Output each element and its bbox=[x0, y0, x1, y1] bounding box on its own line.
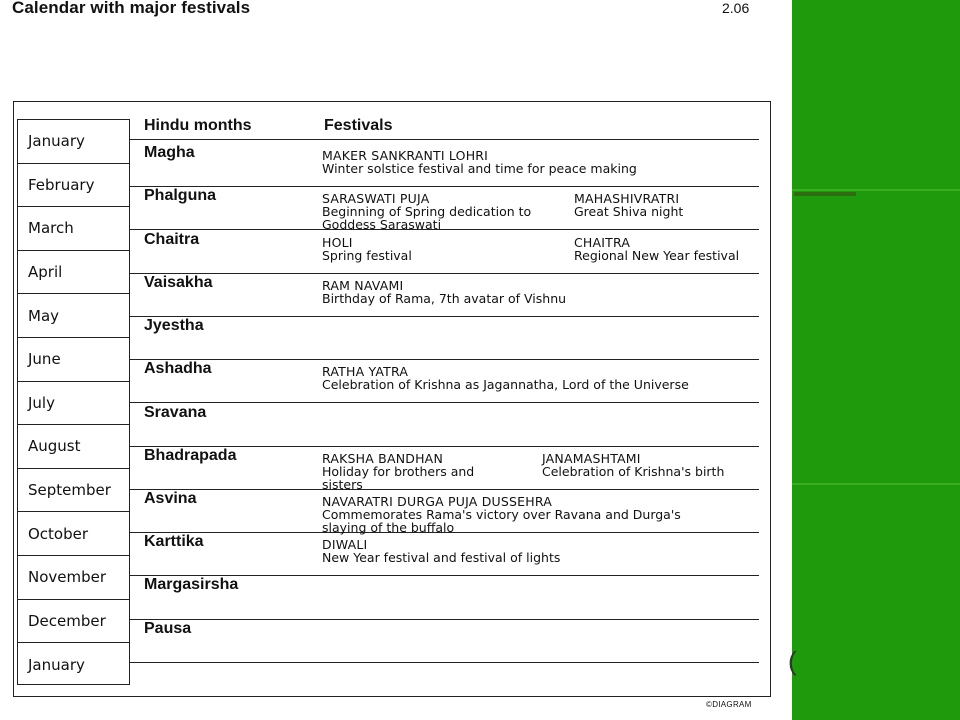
band-stripe bbox=[792, 483, 960, 485]
hindu-month-name: Magha bbox=[144, 144, 195, 161]
gregorian-month: January bbox=[18, 120, 129, 164]
gregorian-month: May bbox=[18, 294, 129, 338]
hindu-month-name: Karttika bbox=[144, 533, 204, 550]
gregorian-month: June bbox=[18, 338, 129, 382]
gregorian-month: November bbox=[18, 556, 129, 600]
festival-entry bbox=[322, 538, 560, 564]
hindu-month-name: Margasirsha bbox=[144, 576, 239, 593]
festival-description: Regional New Year festival bbox=[574, 248, 740, 263]
festival-description: sisters bbox=[322, 477, 363, 492]
hindu-month-name: Jyestha bbox=[144, 317, 204, 334]
gregorian-month: September bbox=[18, 469, 129, 513]
festivals-header: Festivals bbox=[324, 117, 393, 134]
gregorian-month: October bbox=[18, 512, 129, 556]
gregorian-month: February bbox=[18, 164, 129, 208]
row-separator bbox=[130, 662, 759, 663]
hindu-month-name: Phalguna bbox=[144, 187, 217, 204]
festival-entry bbox=[322, 279, 566, 305]
festival-entry bbox=[322, 192, 531, 231]
festival-entry bbox=[322, 236, 412, 262]
hindu-month-name: Pausa bbox=[144, 620, 192, 637]
hindu-month-name: Ashadha bbox=[144, 360, 212, 377]
festival-description: Holiday for brothers and bbox=[322, 464, 475, 479]
festival-name: DIWALI bbox=[322, 537, 368, 552]
row-separator bbox=[130, 359, 759, 360]
festival-name: HOLI bbox=[322, 235, 353, 250]
gregorian-month: March bbox=[18, 207, 129, 251]
festival-entry bbox=[322, 495, 681, 534]
hindu-month-name: Sravana bbox=[144, 404, 207, 421]
hindu-month-name: Asvina bbox=[144, 490, 197, 507]
festival-description: Commemorates Rama's victory over Ravana and Durga's bbox=[322, 507, 681, 522]
gregorian-month: December bbox=[18, 600, 129, 644]
hindu-month-name: Bhadrapada bbox=[144, 447, 237, 464]
festival-name: NAVARATRI DURGA PUJA DUSSEHRA bbox=[322, 494, 552, 509]
festival-name: MAKER SANKRANTI LOHRI bbox=[322, 148, 489, 163]
row-separator bbox=[130, 139, 759, 140]
festival-entry bbox=[574, 236, 739, 262]
page-title: Calendar with major festivals bbox=[12, 0, 251, 17]
row-separator bbox=[130, 619, 759, 620]
festival-entry bbox=[322, 149, 637, 175]
festival-description: slaying of the buffalo bbox=[322, 520, 455, 535]
festival-description: Great Shiva night bbox=[574, 204, 684, 219]
green-sidebar-band bbox=[792, 0, 960, 720]
festival-entry bbox=[542, 452, 724, 478]
festival-description: New Year festival and festival of lights bbox=[322, 550, 561, 565]
festival-name: JANAMASHTAMI bbox=[542, 451, 641, 466]
gregorian-month: July bbox=[18, 382, 129, 426]
page-number: 2.06 bbox=[722, 0, 750, 16]
gregorian-month-column bbox=[17, 119, 130, 685]
festival-description: Celebration of Krishna's birth bbox=[542, 464, 725, 479]
festival-description: Beginning of Spring dedication to bbox=[322, 204, 532, 219]
hindu-month-name: Vaisakha bbox=[144, 274, 213, 291]
festival-name: MAHASHIVRATRI bbox=[574, 191, 680, 206]
row-separator bbox=[130, 316, 759, 317]
copyright-label: ©DIAGRAM bbox=[706, 700, 752, 709]
festival-entry bbox=[574, 192, 683, 218]
festival-name: SARASWATI PUJA bbox=[322, 191, 430, 206]
festival-entry bbox=[322, 365, 689, 391]
gregorian-month: April bbox=[18, 251, 129, 295]
festival-name: RAKSHA BANDHAN bbox=[322, 451, 443, 466]
festival-name: CHAITRA bbox=[574, 235, 631, 250]
gregorian-month: August bbox=[18, 425, 129, 469]
hindu-months-header: Hindu months bbox=[144, 117, 252, 134]
festival-description: Winter solstice festival and time for peace making bbox=[322, 161, 637, 176]
festival-entry bbox=[322, 452, 474, 491]
row-separator bbox=[130, 186, 759, 187]
festival-name: RATHA YATRA bbox=[322, 364, 409, 379]
band-dash bbox=[794, 192, 856, 196]
row-separator bbox=[130, 273, 759, 274]
hindu-month-name: Chaitra bbox=[144, 231, 200, 248]
festival-description: Celebration of Krishna as Jagannatha, Lord of the Universe bbox=[322, 377, 689, 392]
festival-description: Goddess Saraswati bbox=[322, 217, 442, 232]
festival-name: RAM NAVAMI bbox=[322, 278, 404, 293]
band-stripe bbox=[792, 189, 960, 191]
festival-description: Spring festival bbox=[322, 248, 412, 263]
festival-description: Birthday of Rama, 7th avatar of Vishnu bbox=[322, 291, 567, 306]
gregorian-month: January bbox=[28, 655, 85, 674]
partial-letter-glyph: ( bbox=[788, 646, 797, 676]
row-separator bbox=[130, 402, 759, 403]
